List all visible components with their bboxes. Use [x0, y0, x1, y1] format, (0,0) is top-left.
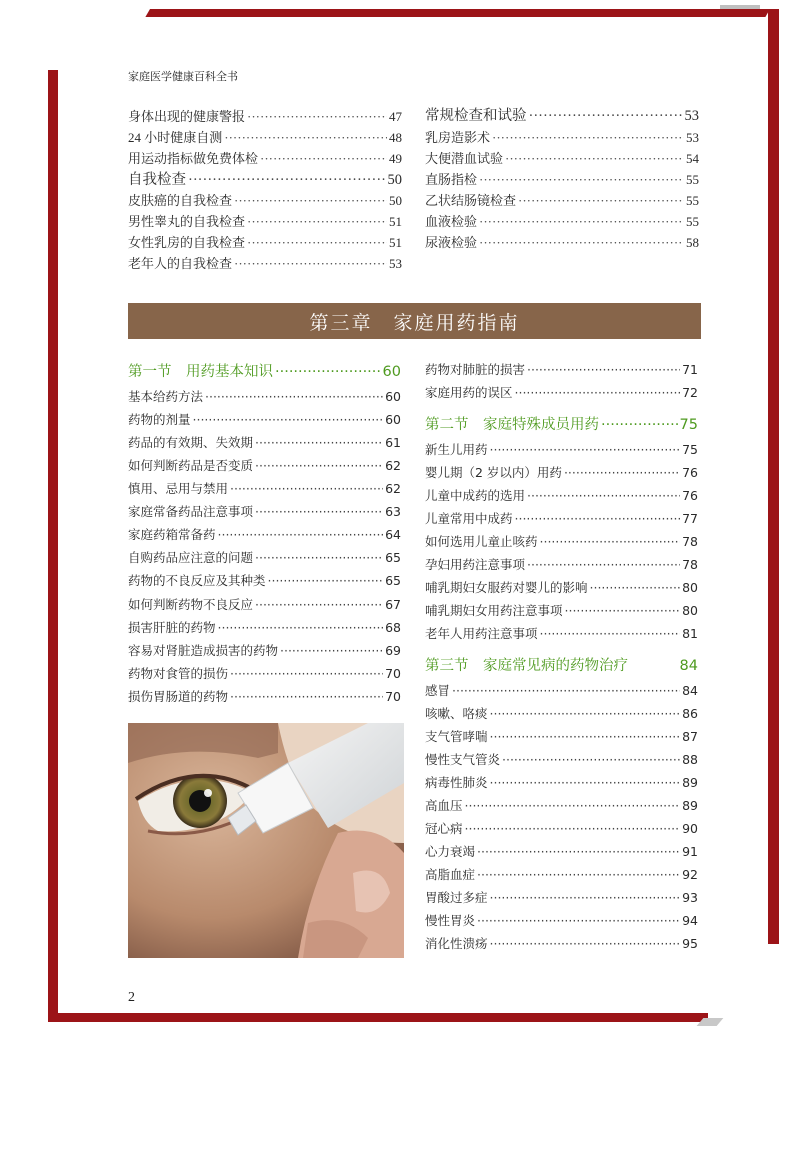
- toc-entry[interactable]: 家庭药箱常备药 ····· 64: [128, 525, 401, 547]
- frame-right-border: [768, 9, 779, 944]
- toc-entry[interactable]: 慎用、忌用与禁用 ····· 62: [128, 479, 401, 501]
- toc-entry[interactable]: 乳房造影术 ····· 53: [425, 127, 699, 147]
- toc-entry[interactable]: 胃酸过多症 ····· 93: [425, 888, 698, 910]
- toc-entry[interactable]: 哺乳期妇女用药注意事项 ····· 80: [425, 601, 698, 623]
- toc-entry[interactable]: 男性睾丸的自我检查 ····· 51: [128, 211, 402, 231]
- toc-entry[interactable]: 自购药品应注意的问题 ····· 65: [128, 548, 401, 570]
- toc-entry[interactable]: 慢性胃炎 ····· 94: [425, 911, 698, 933]
- toc-entry[interactable]: 损害肝脏的药物 ····· 68: [128, 618, 401, 640]
- toc-entry[interactable]: 消化性溃疡 ····· 95: [425, 934, 698, 956]
- toc-entry[interactable]: 尿液检验 ····· 58: [425, 232, 699, 252]
- toc-entry[interactable]: 感冒 ····· 84: [425, 681, 698, 703]
- toc-entry[interactable]: 病毒性肺炎 ····· 89: [425, 773, 698, 795]
- toc-entry[interactable]: 支气管哮喘 ····· 87: [425, 727, 698, 749]
- toc-entry[interactable]: 咳嗽、咯痰 ····· 86: [425, 704, 698, 726]
- toc-entry[interactable]: 女性乳房的自我检查 ····· 51: [128, 232, 402, 252]
- toc-entry[interactable]: 皮肤癌的自我检查 ····· 50: [128, 190, 402, 210]
- toc-entry[interactable]: 身体出现的健康警报 ····· 47: [128, 106, 402, 126]
- toc-entry[interactable]: 儿童常用中成药 ····· 77: [425, 509, 698, 531]
- toc-entry[interactable]: 老年人用药注意事项 ····· 81: [425, 624, 698, 646]
- toc-entry[interactable]: 儿童中成药的选用 ····· 76: [425, 486, 698, 508]
- toc-entry[interactable]: 家庭常备药品注意事项 ····· 63: [128, 502, 401, 524]
- toc-entry[interactable]: 基本给药方法 ····· 60: [128, 387, 401, 409]
- section-heading[interactable]: 第三节 家庭常见病的药物治疗 84: [425, 658, 698, 674]
- toc-entry[interactable]: 家庭用药的误区 ····· 72: [425, 383, 698, 405]
- toc-entry[interactable]: 24 小时健康自测 ····· 48: [128, 127, 402, 147]
- running-head: 家庭医学健康百科全书: [128, 70, 238, 83]
- toc-entry[interactable]: 药物的不良反应及其种类 ····· 65: [128, 571, 401, 593]
- frame-top-border: [145, 9, 770, 17]
- eye-drops-illustration: [128, 723, 404, 958]
- toc-entry[interactable]: 新生儿用药 ····· 75: [425, 440, 698, 462]
- toc-entry[interactable]: 婴儿期（2 岁以内）用药 ····· 76: [425, 463, 698, 485]
- toc-entry[interactable]: 药物对肺脏的损害 ····· 71: [425, 360, 698, 382]
- page-number: 2: [128, 990, 135, 1005]
- toc-entry[interactable]: 血液检验 ····· 55: [425, 211, 699, 231]
- toc-entry[interactable]: 孕妇用药注意事项 ····· 78: [425, 555, 698, 577]
- toc-entry[interactable]: 药品的有效期、失效期 ····· 61: [128, 433, 401, 455]
- frame-left-border: [48, 70, 58, 1020]
- toc-entry[interactable]: 心力衰竭 ····· 91: [425, 842, 698, 864]
- toc-entry[interactable]: 慢性支气管炎 ····· 88: [425, 750, 698, 772]
- toc-entry-heading[interactable]: 自我检查 ····· 50: [128, 168, 402, 188]
- toc-entry[interactable]: 药物的剂量 ····· 60: [128, 410, 401, 432]
- section-heading[interactable]: 第二节 家庭特殊成员用药 ····· 75: [425, 413, 698, 435]
- toc-entry[interactable]: 大便潜血试验 ····· 54: [425, 148, 699, 168]
- toc-entry[interactable]: 乙状结肠镜检查 ····· 55: [425, 190, 699, 210]
- frame-shadow: [697, 1018, 724, 1026]
- frame-bottom-border: [48, 1013, 708, 1022]
- toc-entry[interactable]: 如何判断药物不良反应 ····· 67: [128, 595, 401, 617]
- toc-entry[interactable]: 损伤胃肠道的药物 ····· 70: [128, 687, 401, 709]
- toc-entry[interactable]: 直肠指检 ····· 55: [425, 169, 699, 189]
- section-heading[interactable]: 第一节 用药基本知识 ····· 60: [128, 360, 401, 382]
- toc-entry-heading[interactable]: 常规检查和试验 ····· 53: [425, 104, 699, 124]
- toc-entry[interactable]: 老年人的自我检查 ····· 53: [128, 253, 402, 273]
- chapter-banner: 第三章 家庭用药指南: [128, 303, 701, 339]
- toc-entry[interactable]: 如何判断药品是否变质 ····· 62: [128, 456, 401, 478]
- toc-entry[interactable]: 用运动指标做免费体检 ····· 49: [128, 148, 402, 168]
- toc-entry[interactable]: 哺乳期妇女服药对婴儿的影响 ····· 80: [425, 578, 698, 600]
- toc-entry[interactable]: 药物对食管的损伤 ····· 70: [128, 664, 401, 686]
- eye-drops-photo: [128, 723, 404, 958]
- toc-entry[interactable]: 高血压 ····· 89: [425, 796, 698, 818]
- toc-entry[interactable]: 冠心病 ····· 90: [425, 819, 698, 841]
- toc-entry[interactable]: 如何选用儿童止咳药 ····· 78: [425, 532, 698, 554]
- toc-entry[interactable]: 容易对肾脏造成损害的药物 ····· 69: [128, 641, 401, 663]
- toc-entry[interactable]: 高脂血症 ····· 92: [425, 865, 698, 887]
